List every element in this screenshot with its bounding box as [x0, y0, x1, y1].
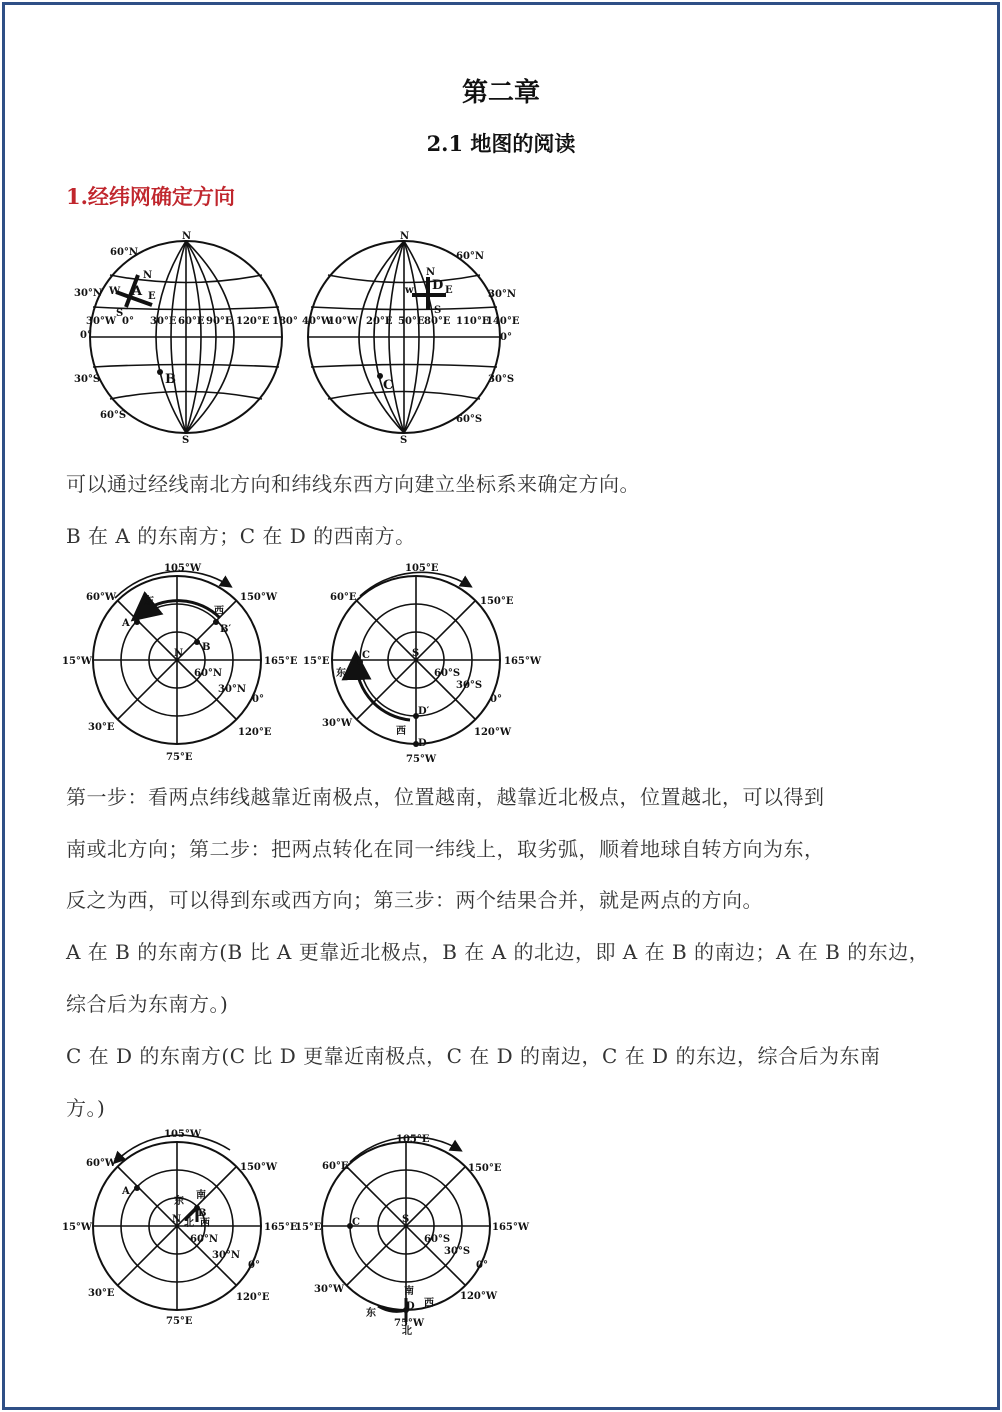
- g2-lon-2: 20°E: [366, 316, 393, 327]
- g1-30s: 30°S: [74, 374, 101, 385]
- p2-point-d: D: [418, 738, 427, 749]
- paragraph-4: 南或北方向；第二步：把两点转化在同一纬线上，取劣弧，顺着地球自转方向为东，: [66, 837, 825, 861]
- section-title: 2.1 地图的阅读: [426, 131, 576, 156]
- p3-lr: 120°E: [236, 1292, 270, 1303]
- g2-n: N: [400, 231, 410, 242]
- g2-point-c: C: [383, 378, 394, 393]
- p1-right: 165°E: [264, 656, 298, 667]
- p1-top: 105°W: [164, 563, 202, 574]
- g1-lon-4: 90°E: [206, 316, 233, 327]
- p1-pole: N: [174, 648, 184, 659]
- g2-lon-3: 50°E: [398, 316, 425, 327]
- p3-right: 165°E: [264, 1222, 298, 1233]
- p1-zero: 0°: [252, 694, 264, 705]
- polar-4: [295, 1134, 530, 1337]
- p4-lat60: 60°S: [424, 1234, 451, 1245]
- p4-ur: 150°E: [468, 1163, 502, 1174]
- polar-1: [62, 563, 298, 763]
- g2-compass-w: w: [405, 285, 414, 296]
- p1-ur: 150°W: [240, 592, 278, 603]
- g1-lon-1: 0°: [122, 316, 134, 327]
- p2-ur: 150°E: [480, 596, 514, 607]
- g1-n: N: [182, 231, 192, 242]
- p1-ul: 60°W: [86, 592, 117, 603]
- p4-right: 165°W: [492, 1222, 530, 1233]
- p3-east: 东: [174, 1196, 184, 1207]
- g1-lon-2: 30°E: [150, 316, 177, 327]
- p4-left: 15°E: [295, 1222, 322, 1233]
- g1-compass-s: S: [116, 308, 124, 319]
- g2-compass-e: E: [445, 285, 453, 296]
- p1-ll: 30°E: [88, 722, 115, 733]
- paragraph-9: 方。): [66, 1096, 106, 1120]
- p2-bottom: 75°W: [406, 754, 437, 765]
- p2-pole: S: [412, 648, 420, 659]
- p3-bottom: 75°E: [166, 1316, 193, 1327]
- p1-lat60: 60°N: [194, 668, 223, 679]
- g2-compass-n: N: [426, 267, 436, 278]
- p1-bottom: 75°E: [166, 752, 193, 763]
- g2-point-d: D: [432, 278, 444, 293]
- p4-pole: S: [402, 1214, 410, 1225]
- g1-compass-e: E: [148, 291, 156, 302]
- p1-east: 东: [144, 596, 154, 607]
- g1-30n: 30°N: [74, 288, 103, 299]
- p3-left: 15°W: [62, 1222, 93, 1233]
- p3-pole: N: [172, 1214, 182, 1225]
- p3-south: 南: [196, 1190, 206, 1201]
- polar-3: [62, 1129, 298, 1327]
- chapter-title: 第二章: [461, 78, 540, 108]
- p4-zero: 0°: [476, 1260, 488, 1271]
- p3-west: 西: [200, 1218, 210, 1229]
- g2-60s: 60°S: [456, 414, 483, 425]
- p1-lr: 120°E: [238, 727, 272, 738]
- p4-north: 北: [402, 1326, 412, 1337]
- p2-east: 东: [336, 668, 346, 679]
- p3-ul: 60°W: [86, 1158, 117, 1169]
- p2-lat30: 30°S: [456, 680, 483, 691]
- p2-point-c: C: [362, 650, 370, 661]
- g1-point-b: B: [165, 372, 176, 387]
- g1-compass-w: W: [109, 286, 121, 297]
- p3-top: 105°W: [164, 1129, 202, 1140]
- p1-point-bp: B′: [220, 624, 232, 635]
- g2-compass-s: S: [434, 305, 442, 316]
- p3-zero: 0°: [248, 1260, 260, 1271]
- globe-2: [302, 231, 520, 446]
- p3-point-b: B: [198, 1208, 207, 1219]
- g1-lon-5: 120°E: [236, 316, 270, 327]
- g2-30n: 30°N: [488, 289, 517, 300]
- p4-bottom: 75°W: [394, 1318, 425, 1329]
- p1-left: 15°W: [62, 656, 93, 667]
- globe-1: [74, 231, 298, 446]
- g1-lon-6: 180°: [272, 316, 298, 327]
- p2-right: 165°W: [504, 656, 542, 667]
- g1-60s: 60°S: [100, 410, 127, 421]
- p2-top: 105°E: [405, 563, 439, 574]
- polar-diagrams-row2: [60, 1126, 550, 1341]
- p3-ll: 30°E: [88, 1288, 115, 1299]
- p2-west: 西: [396, 726, 406, 737]
- p4-point-d: D: [406, 1301, 415, 1312]
- p4-east: 东: [366, 1308, 376, 1319]
- paragraph-8: C 在 D 的东南方(C 比 D 更靠近南极点，C 在 D 的南边，C 在 D 的东边，综合后为东南: [66, 1044, 881, 1068]
- paragraph-6: A 在 B 的东南方(B 比 A 更靠近北极点，B 在 A 的北边，即 A 在 B 的南边；A 在 B 的东边，: [66, 940, 930, 964]
- p4-top: 105°E: [396, 1134, 430, 1145]
- p4-point-c: C: [352, 1217, 360, 1228]
- p4-west: 西: [424, 1298, 434, 1309]
- p2-ul: 60°E: [330, 592, 357, 603]
- g1-compass-n: N: [143, 270, 153, 281]
- p3-point-a: A: [122, 1186, 130, 1197]
- p2-left: 15°E: [303, 656, 330, 667]
- paragraph-7: 综合后为东南方。): [66, 992, 229, 1016]
- globe-diagrams: [60, 225, 540, 450]
- g1-s: S: [182, 435, 190, 446]
- p4-south: 南: [404, 1286, 414, 1297]
- p3-lat30: 30°N: [212, 1250, 241, 1261]
- g1-point-a: A: [132, 284, 143, 299]
- p1-point-b: B: [202, 642, 211, 653]
- polar-2: [303, 563, 542, 765]
- paragraph-2: B 在 A 的东南方；C 在 D 的西南方。: [66, 524, 416, 548]
- heading-latlon-direction: 1.经纬网确定方向: [66, 184, 235, 209]
- paragraph-5: 反之为西，可以得到东或西方向；第三步：两个结果合并，就是两点的方向。: [66, 888, 763, 912]
- g1-lon-3: 60°E: [178, 316, 205, 327]
- g2-lon-1: 10°W: [328, 316, 359, 327]
- g2-30s: 30°S: [488, 374, 515, 385]
- paragraph-1: 可以通过经线南北方向和纬线东西方向建立坐标系来确定方向。: [66, 472, 640, 496]
- g2-lon-5: 110°E: [456, 316, 490, 327]
- p2-point-dp: D′: [418, 706, 430, 717]
- polar-diagrams-row1: [60, 560, 550, 770]
- g2-60n: 60°N: [456, 251, 485, 262]
- paragraph-3: 第一步：看两点纬线越靠近南极点，位置越南，越靠近北极点，位置越北，可以得到: [66, 785, 825, 809]
- p2-ll: 30°W: [322, 718, 353, 729]
- g1-lon-0: 30°W: [86, 316, 117, 327]
- g2-0: 0°: [500, 332, 512, 343]
- p1-lat30: 30°N: [218, 684, 247, 695]
- g1-60n: 60°N: [110, 247, 139, 258]
- p2-lat60: 60°S: [434, 668, 461, 679]
- g2-lon-4: 80°E: [424, 316, 451, 327]
- g1-0: 0°: [80, 330, 92, 341]
- p2-zero: 0°: [490, 694, 502, 705]
- p1-west: 西: [214, 606, 224, 617]
- p4-lat30: 30°S: [444, 1246, 471, 1257]
- g2-lon-6: 140°E: [486, 316, 520, 327]
- p4-ul: 60°E: [322, 1161, 349, 1172]
- p4-ll: 30°W: [314, 1284, 345, 1295]
- p2-lr: 120°W: [474, 727, 512, 738]
- p3-ur: 150°W: [240, 1162, 278, 1173]
- p1-point-a: A: [122, 618, 130, 629]
- g2-s: S: [400, 435, 408, 446]
- p4-lr: 120°W: [460, 1291, 498, 1302]
- p3-north: 北: [184, 1218, 194, 1229]
- p3-lat60: 60°N: [190, 1234, 219, 1245]
- g2-lon-0: 40°W: [302, 316, 333, 327]
